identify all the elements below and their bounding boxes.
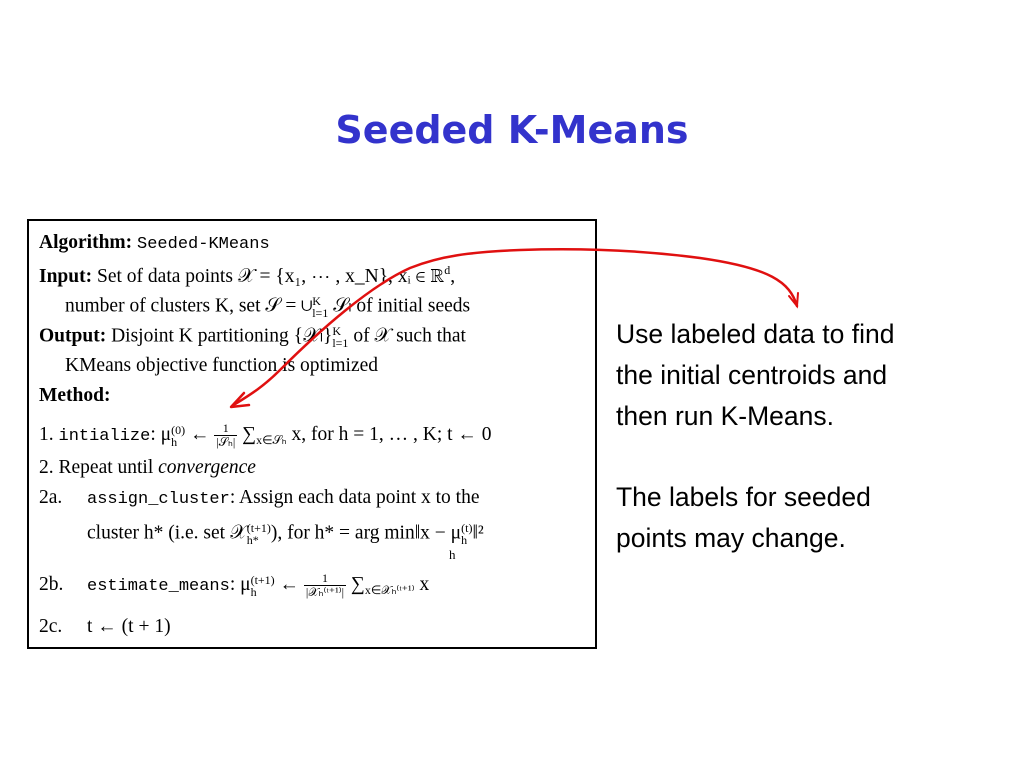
note-paragraph-1: [616, 314, 1016, 437]
step-2b: [39, 572, 429, 599]
note-2-line-2: points may change.: [616, 523, 846, 553]
step-1-arrow: ←: [189, 424, 210, 446]
step-2a-command: assign_cluster: [87, 490, 230, 509]
input-label: Input:: [39, 266, 93, 287]
step-2a-line-2: [87, 522, 484, 546]
step-2a-text: : Assign each data point x to the: [229, 487, 480, 508]
input-end-1: ,: [450, 266, 456, 287]
step-2a-line-2-text: cluster h* (i.e. set 𝒳: [87, 522, 247, 544]
step-2a-number: 2a.: [39, 487, 63, 508]
step-2b-frac-den: |𝒳ₕ⁽ᵗ⁺¹⁾|: [305, 585, 345, 600]
note-2-line-1: The labels for seeded: [616, 482, 871, 512]
step-2a-line-2-end: ‖²: [472, 522, 484, 544]
step-1-frac-den: |𝒮ₕ|: [216, 435, 236, 450]
step-2b-fraction: [304, 572, 346, 599]
output-end-1: of 𝒳 such that: [353, 325, 466, 347]
step-2a-sup-2: (t): [461, 521, 473, 535]
step-2b-number: 2b.: [39, 574, 64, 596]
step-2a-argmin-sub: h: [449, 547, 456, 562]
step-2b-mu-sup: (t+1): [250, 572, 275, 587]
algorithm-label: Algorithm:: [39, 232, 133, 253]
note-1-line-3: then run K-Means.: [616, 401, 835, 431]
step-1-fraction: [214, 422, 237, 449]
note-paragraph-2: [616, 477, 1016, 559]
input-sup-1: d: [444, 263, 451, 277]
output-label: Output:: [39, 325, 107, 347]
step-2b-mu: : μ: [229, 574, 251, 596]
step-1-mu: : μ: [150, 424, 172, 446]
step-1-sum: ∑: [242, 424, 257, 446]
input-line-2: [65, 295, 470, 319]
input-sup-2: K: [312, 294, 321, 308]
step-1: [39, 422, 492, 449]
output-line-2: KMeans objective function is optimized: [65, 355, 379, 376]
step-2c-text: t ← (t + 1): [87, 616, 171, 637]
step-2: [39, 458, 256, 478]
step-1-rest: x, for h = 1, … , K; t ← 0: [291, 424, 492, 446]
step-1-number: 1.: [39, 424, 54, 446]
step-1-mu-sub: h: [171, 434, 178, 449]
note-1-line-1: Use labeled data to find: [616, 319, 895, 349]
slide-title: Seeded K-Means: [335, 108, 689, 152]
step-2b-frac-num: 1: [304, 572, 346, 586]
step-2-italic: convergence: [158, 457, 256, 478]
step-2b-rest: x: [419, 574, 430, 596]
step-2c-number: 2c.: [39, 616, 63, 637]
step-2b-sum-sub: x∈𝒳ₕ⁽ᵗ⁺¹⁾: [364, 583, 415, 598]
annotation-arrow-tail: [789, 293, 798, 306]
step-1-frac-num: 1: [214, 422, 237, 436]
output-text-1: Disjoint K partitioning {𝒳ₗ}: [111, 325, 333, 347]
step-2a-sub-2: h: [461, 533, 468, 547]
output-sup-1: K: [332, 324, 341, 338]
algorithm-box: [27, 219, 597, 649]
input-end-2: 𝒮ₗ of initial seeds: [333, 295, 471, 317]
step-2a-line-2-mid: ), for h* = arg min‖x − μ: [270, 522, 462, 544]
step-2a-sup: (t+1): [246, 521, 271, 535]
output-sub-1: l=1: [332, 336, 349, 350]
input-line-1: [39, 264, 455, 287]
step-2b-arrow: ←: [279, 574, 300, 596]
algorithm-header: [39, 233, 270, 253]
note-1-line-2: the initial centroids and: [616, 360, 888, 390]
method-label: Method:: [39, 385, 111, 406]
step-2b-command: estimate_means: [87, 577, 230, 597]
step-2a-line-1: [39, 488, 480, 508]
output-line-1: [39, 325, 466, 349]
step-2b-sum: ∑: [350, 574, 365, 596]
input-sub-2: l=1: [312, 306, 329, 320]
input-text-2: number of clusters K, set 𝒮 = ∪: [65, 295, 313, 317]
step-2b-mu-sub: h: [250, 584, 257, 599]
step-1-command: intialize: [58, 427, 151, 447]
algorithm-name: Seeded-KMeans: [137, 235, 270, 254]
input-text-1: Set of data points 𝒳 = {x₁, ⋯ , x_N}, xᵢ ∈ ℝ: [97, 266, 445, 287]
step-2-text: 2. Repeat until: [39, 457, 154, 478]
step-2c: [39, 617, 171, 637]
step-1-sum-sub: x∈𝒮ₕ: [256, 433, 287, 448]
step-1-mu-sup: (0): [171, 422, 186, 437]
step-2a-sub: h*: [246, 533, 259, 547]
